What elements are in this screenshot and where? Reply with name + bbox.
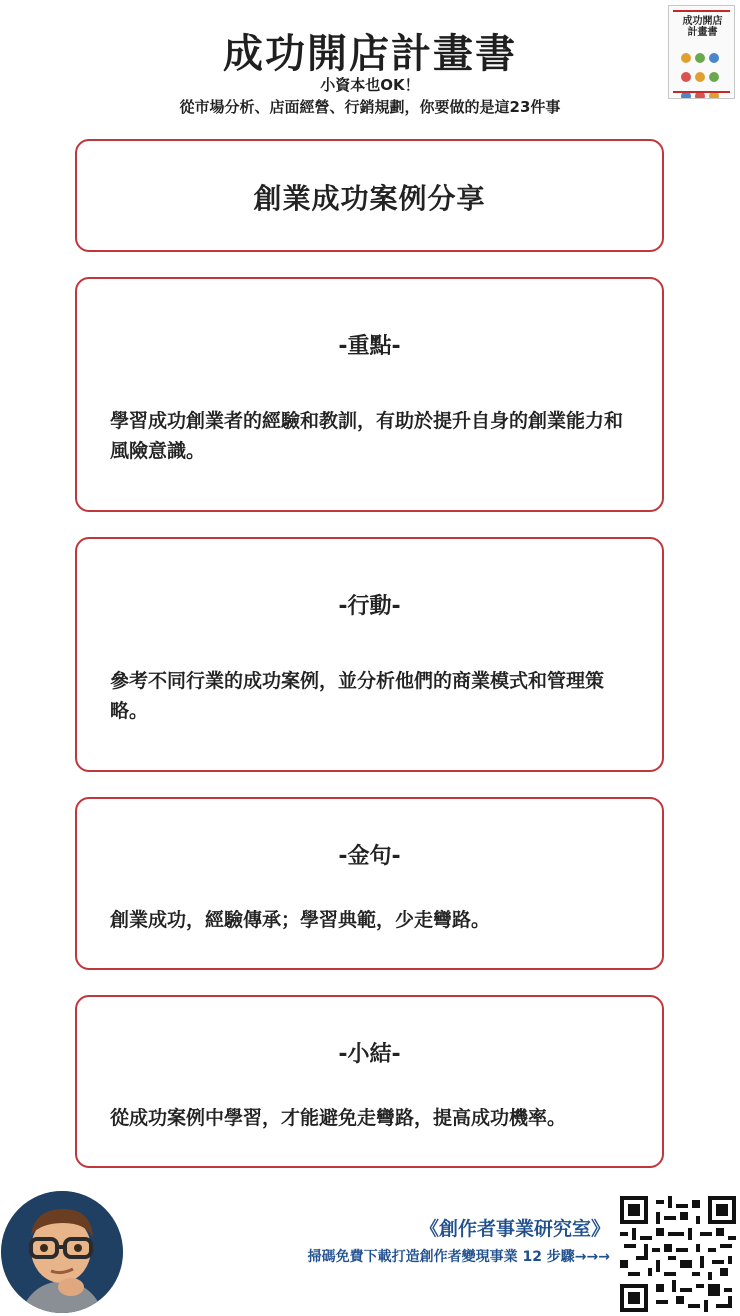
- book-cover-title-1: 成功開店: [682, 16, 723, 27]
- section-card-action: [75, 537, 664, 772]
- main-title: 創業成功案例分享: [253, 182, 486, 215]
- section-body: 參考不同行業的成功案例，並分析他們的商業模式和管理策略。: [110, 670, 605, 722]
- studio-name: 《創作者事業研究室》: [419, 1218, 610, 1240]
- download-cta[interactable]: 掃碼免費下載打造創作者變現事業 12 步驟→→→: [307, 1249, 610, 1265]
- book-cover-title-2: 計畫書: [687, 27, 718, 38]
- section-heading: -金句-: [338, 844, 401, 869]
- memoji-avatar-icon: [1, 1191, 123, 1313]
- section-body: 創業成功，經驗傳承；學習典範，少走彎路。: [110, 909, 491, 931]
- section-card-key-points: [75, 277, 664, 512]
- section-heading: -小結-: [338, 1042, 401, 1067]
- main-title-card: [75, 139, 664, 252]
- page-subtitle-1: 小資本也OK！: [320, 76, 420, 94]
- section-card-quote: [75, 797, 664, 970]
- book-cover-image: [668, 5, 735, 99]
- qr-code-icon[interactable]: [620, 1196, 736, 1312]
- section-card-summary: [75, 995, 664, 1168]
- page-title: 成功開店計畫書: [223, 31, 517, 77]
- section-body: 從成功案例中學習，才能避免走彎路，提高成功機率。: [110, 1107, 567, 1129]
- section-heading: -重點-: [338, 334, 401, 359]
- page-subtitle-2: 從市場分析、店面經營、行銷規劃，你要做的是這23件事: [179, 98, 561, 116]
- avatar: [1, 1191, 123, 1313]
- page-header: [0, 0, 740, 130]
- section-body: 學習成功創業者的經驗和教訓，有助於提升自身的創業能力和風險意識。: [110, 410, 624, 462]
- section-heading: -行動-: [338, 594, 401, 619]
